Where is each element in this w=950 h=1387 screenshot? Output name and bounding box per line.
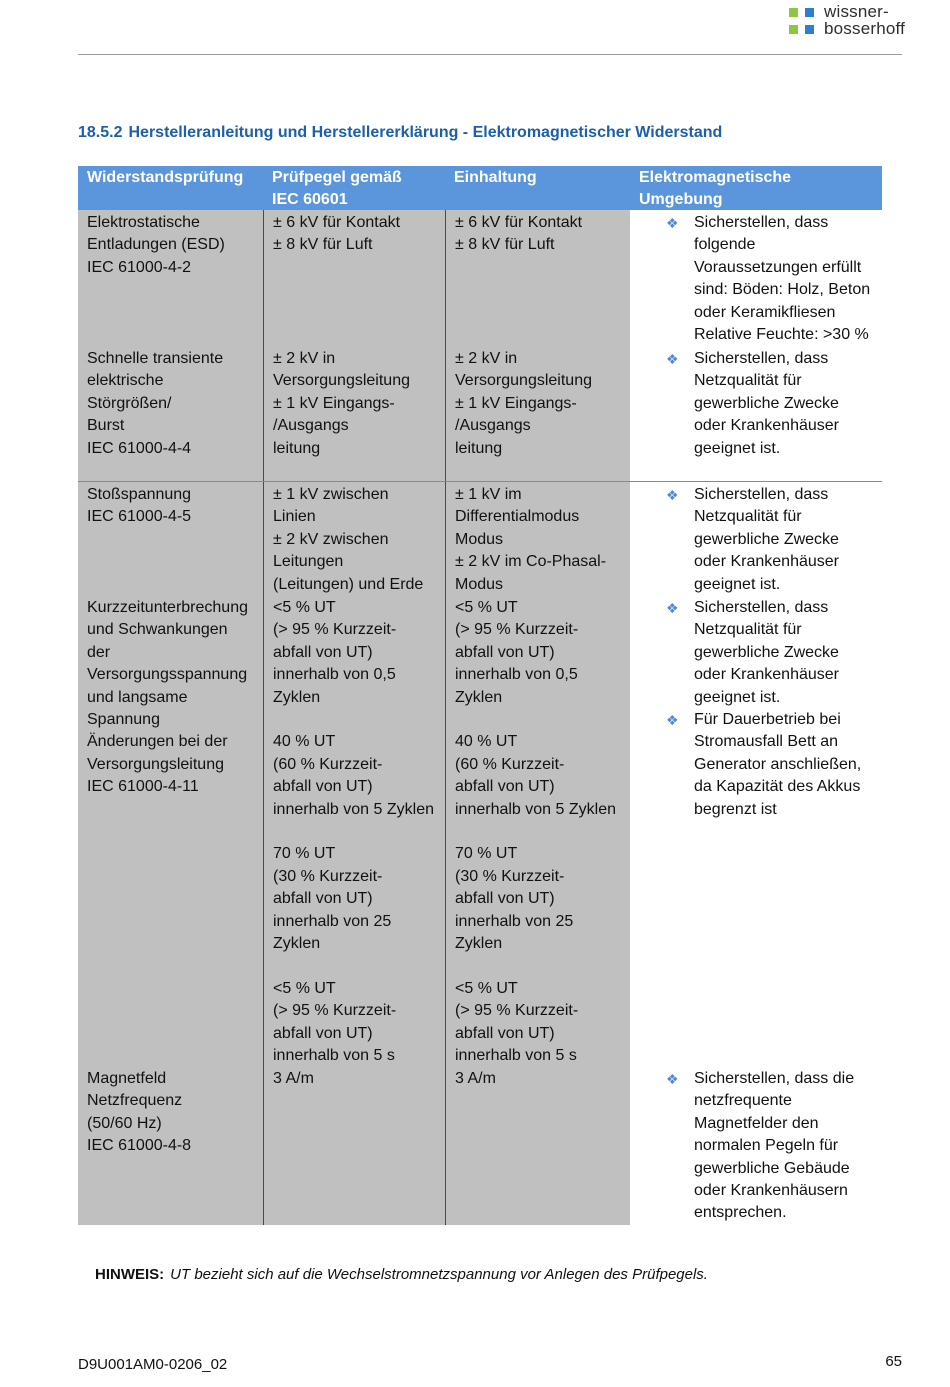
logo-square-green-bottom (789, 25, 798, 34)
test-cell (78, 210, 263, 346)
table-row (78, 482, 882, 595)
cell-text: ± 1 kV im (455, 486, 522, 503)
bullet-text: sind: Böden: Holz, Beton (694, 281, 871, 299)
cell-text: Magnetfeld (87, 1070, 167, 1087)
cell-text: 40 % UT (273, 733, 336, 751)
bullet-text: Generator anschließen, (694, 755, 862, 773)
bullet-item (630, 1068, 878, 1225)
bullet-text: Voraussetzungen erfüllt (694, 258, 862, 276)
cell-text: (> 95 % Kurzzeit- (455, 1002, 579, 1020)
cell-text: abfall von UT) (455, 778, 555, 796)
cell-text: innerhalb von 25 (273, 912, 392, 930)
header-text: Umgebung (639, 191, 723, 208)
cell-text: ± 6 kV für Kontakt (455, 214, 583, 231)
cell-text: und Schwankungen (87, 621, 228, 639)
bullet-text: gewerbliche Gebäude (694, 1159, 850, 1177)
bullet-text: Für Dauerbetrieb bei (694, 711, 841, 729)
bullet-text: Sicherstellen, dass (694, 214, 829, 231)
logo-text-line2: bosserhoff (824, 19, 906, 38)
header-umgebung (630, 166, 882, 211)
test-level-cell (263, 346, 445, 481)
cell-text: 3 A/m (273, 1070, 314, 1087)
cell-text: Zyklen (455, 688, 503, 706)
header-pruefpegel (263, 166, 445, 211)
cell-text: ± 1 kV Eingangs- (273, 394, 395, 412)
note (95, 1266, 708, 1283)
environment-cell (630, 346, 882, 481)
cell-text: Zyklen (273, 688, 321, 706)
bullet-item (630, 484, 878, 596)
bullet-text: netzfrequente (694, 1092, 792, 1110)
cell-text: abfall von UT) (273, 1024, 373, 1042)
cell-text: <5 % UT (455, 979, 518, 997)
diamond-bullet-icon: ❖ (666, 351, 679, 367)
test-level-cell (263, 595, 445, 1067)
bullet-text: Relative Feuchte: >30 % (694, 326, 869, 344)
bullet-text: Netzqualität für (694, 372, 802, 390)
cell-text: abfall von UT) (455, 1024, 555, 1042)
header-text: Prüfpegel gemäß (272, 169, 402, 186)
table-row (78, 346, 882, 482)
bullet-text: normalen Pegeln für (694, 1137, 839, 1155)
logo-square-green-top (789, 8, 798, 17)
cell-text: (> 95 % Kurzzeit- (273, 1002, 397, 1020)
cell-text: ± 1 kV Eingangs- (455, 394, 577, 412)
test-level-cell (263, 210, 445, 346)
diamond-bullet-icon: ❖ (666, 600, 679, 616)
bullet-text: geeignet ist. (694, 439, 781, 457)
cell-text: Versorgungsleitung (455, 372, 592, 390)
section-number: 18.5.2 (78, 124, 123, 141)
page-number: 65 (885, 1353, 902, 1370)
test-level-cell (263, 1066, 445, 1225)
cell-text: Änderungen bei der (87, 733, 228, 751)
cell-text: Burst (87, 417, 125, 435)
cell-text (455, 709, 626, 731)
bullet-text: Sicherstellen, dass (694, 350, 829, 367)
cell-text: Modus (455, 530, 504, 548)
diamond-bullet-icon: ❖ (666, 215, 679, 231)
cell-text: /Ausgangs (273, 417, 349, 435)
header-einhaltung (445, 166, 630, 211)
compliance-cell (445, 482, 630, 596)
table-row (78, 595, 882, 1066)
cell-text: Versorgungsleitung (87, 755, 224, 773)
cell-text: ± 8 kV für Luft (455, 236, 555, 254)
cell-text (455, 821, 626, 843)
bullet-text: folgende (694, 236, 756, 254)
table-body (78, 210, 882, 1221)
cell-text: (Leitungen) und Erde (273, 575, 424, 593)
cell-text: innerhalb von 5 s (273, 1047, 395, 1065)
cell-text (273, 709, 441, 731)
environment-cell (630, 482, 882, 596)
cell-text: Spannung (87, 711, 160, 729)
compliance-cell (445, 346, 630, 481)
header-divider (78, 54, 902, 55)
cell-text: Differentialmodus (455, 508, 580, 526)
cell-text: Leitungen (273, 553, 344, 571)
cell-text: IEC 61000-4-4 (87, 439, 192, 457)
header-text: IEC 60601 (272, 191, 348, 208)
bullet-text: oder Keramikfliesen (694, 303, 836, 321)
cell-text: Versorgungsspannung (87, 666, 248, 684)
cell-text: innerhalb von 5 Zyklen (455, 800, 616, 818)
cell-text (273, 955, 441, 977)
cell-text: Schnelle transiente (87, 350, 224, 367)
bullet-text: Stromausfall Bett an (694, 733, 839, 751)
cell-text: (30 % Kurzzeit- (273, 867, 383, 885)
cell-text: 3 A/m (455, 1070, 496, 1087)
test-cell (78, 482, 263, 596)
cell-text: und langsame (87, 688, 188, 706)
table-header (78, 166, 882, 210)
section-heading (78, 124, 722, 142)
cell-text: IEC 61000-4-5 (87, 508, 192, 526)
environment-cell (630, 595, 882, 1067)
company-logo (789, 2, 939, 42)
cell-text: IEC 61000-4-8 (87, 1137, 192, 1155)
cell-text: Netzfrequenz (87, 1092, 183, 1110)
logo-square-blue-top (805, 8, 814, 17)
cell-text: Modus (455, 575, 504, 593)
bullet-text: gewerbliche Zwecke (694, 394, 839, 412)
bullet-text: Sicherstellen, dass (694, 599, 829, 616)
cell-text: abfall von UT) (273, 890, 373, 908)
cell-text: leitung (455, 439, 503, 457)
cell-text: /Ausgangs (455, 417, 531, 435)
bullet-text: Magnetfelder den (694, 1114, 819, 1132)
bullet-text: Sicherstellen, dass (694, 486, 829, 503)
test-level-cell (263, 482, 445, 596)
cell-text: <5 % UT (273, 979, 336, 997)
bullet-text: Sicherstellen, dass die (694, 1070, 855, 1087)
cell-text: 40 % UT (455, 733, 518, 751)
cell-text: 70 % UT (455, 845, 518, 863)
cell-text: ± 1 kV zwischen (273, 486, 389, 503)
cell-text: <5 % UT (273, 599, 336, 616)
bullet-item (630, 709, 878, 821)
bullet-text: oder Krankenhäuser (694, 417, 839, 435)
cell-text: (50/60 Hz) (87, 1114, 162, 1132)
cell-text: Versorgungsleitung (273, 372, 410, 390)
cell-text: ± 2 kV in (273, 350, 336, 367)
header-text: Einhaltung (454, 169, 537, 186)
cell-text: Störgrößen/ (87, 394, 172, 412)
bullet-text: geeignet ist. (694, 688, 781, 706)
cell-text: IEC 61000-4-11 (87, 778, 199, 796)
bullet-text: oder Krankenhäuser (694, 553, 839, 571)
cell-text: abfall von UT) (455, 890, 555, 908)
emc-immunity-table (78, 166, 882, 1221)
cell-text: (30 % Kurzzeit- (455, 867, 565, 885)
environment-cell (630, 210, 882, 346)
document-id: D9U001AM0-0206_02 (78, 1356, 228, 1373)
cell-text: innerhalb von 5 Zyklen (273, 800, 434, 818)
cell-text: ± 6 kV für Kontakt (273, 214, 401, 231)
table-row (78, 210, 882, 346)
cell-text: Zyklen (273, 935, 321, 953)
cell-text: abfall von UT) (273, 643, 373, 661)
section-title: Herstelleranleitung und Herstellererklärung - Elektromagnetischer Widerstand (128, 124, 723, 141)
bullet-text: oder Krankenhäuser (694, 666, 839, 684)
cell-text: IEC 61000-4-2 (87, 258, 192, 276)
cell-text: Zyklen (455, 935, 503, 953)
bullet-text: Netzqualität für (694, 621, 802, 639)
cell-text: innerhalb von 25 (455, 912, 574, 930)
cell-text: innerhalb von 5 s (455, 1047, 577, 1065)
bullet-text: gewerbliche Zwecke (694, 530, 839, 548)
note-label: HINWEIS: (95, 1266, 165, 1283)
cell-text: Kurzzeitunterbrechung (87, 599, 248, 616)
bullet-item (630, 597, 878, 709)
test-cell (78, 595, 263, 1067)
cell-text: ± 8 kV für Luft (273, 236, 373, 254)
diamond-bullet-icon: ❖ (666, 1071, 679, 1087)
bullet-text: Netzqualität für (694, 508, 802, 526)
cell-text: (> 95 % Kurzzeit- (455, 621, 579, 639)
cell-text: abfall von UT) (455, 643, 555, 661)
cell-text: Entladungen (ESD) (87, 236, 225, 254)
logo-text-line1: wissner- (824, 2, 889, 21)
cell-text: innerhalb von 0,5 (455, 666, 578, 684)
cell-text: (> 95 % Kurzzeit- (273, 621, 397, 639)
test-cell (78, 346, 263, 481)
cell-text: Stoßspannung (87, 486, 192, 503)
cell-text: innerhalb von 0,5 (273, 666, 396, 684)
bullet-item (630, 212, 878, 346)
cell-text: ± 2 kV in (455, 350, 518, 367)
cell-text (273, 821, 441, 843)
test-cell (78, 1066, 263, 1225)
header-text: Elektromagnetische (639, 169, 792, 186)
note-text: UT bezieht sich auf die Wechselstromnetzspannung vor Anlegen des Prüfpegels. (170, 1266, 708, 1283)
cell-text: (60 % Kurzzeit- (273, 755, 383, 773)
cell-text: leitung (273, 439, 321, 457)
cell-text (455, 955, 626, 977)
environment-cell (630, 1066, 882, 1225)
bullet-text: da Kapazität des Akkus (694, 778, 861, 796)
diamond-bullet-icon: ❖ (666, 712, 679, 729)
header-widerstandspruefung (78, 166, 263, 211)
compliance-cell (445, 1066, 630, 1225)
compliance-cell (445, 595, 630, 1067)
bullet-item (630, 348, 878, 460)
cell-text: (60 % Kurzzeit- (455, 755, 565, 773)
cell-text: abfall von UT) (273, 778, 373, 796)
cell-text: 70 % UT (273, 845, 336, 863)
bullet-text: gewerbliche Zwecke (694, 643, 839, 661)
cell-text: ± 2 kV zwischen (273, 530, 389, 548)
cell-text: der (87, 643, 111, 661)
table-row (78, 1066, 882, 1221)
bullet-text: oder Krankenhäusern (694, 1182, 848, 1200)
bullet-text: geeignet ist. (694, 575, 781, 593)
bullet-text: entsprechen. (694, 1204, 787, 1222)
cell-text: <5 % UT (455, 599, 518, 616)
cell-text: Elektrostatische (87, 214, 200, 231)
header-text: Widerstandsprüfung (87, 169, 244, 186)
cell-text: elektrische (87, 372, 164, 390)
cell-text: Linien (273, 508, 316, 526)
cell-text: ± 2 kV im Co-Phasal- (455, 553, 607, 571)
logo-square-blue-bottom (805, 25, 814, 34)
bullet-text: begrenzt ist (694, 800, 777, 818)
compliance-cell (445, 210, 630, 346)
diamond-bullet-icon: ❖ (666, 487, 679, 503)
